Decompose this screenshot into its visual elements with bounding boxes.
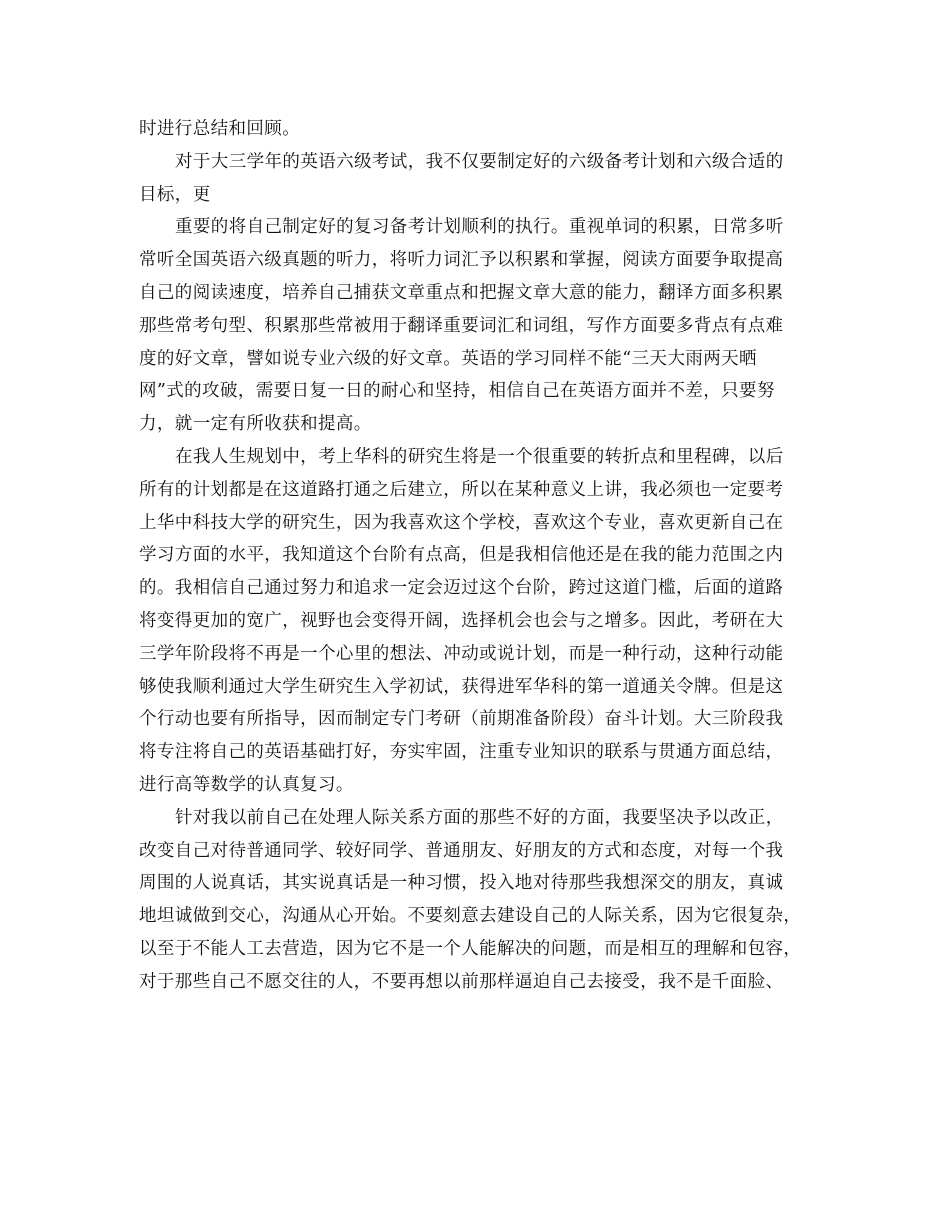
text-line: 进行高等数学的认真复习。 xyxy=(139,774,354,795)
text-line: 地坦诚做到交心，沟通从心开始。不要刻意去建设自己的人际关系，因为它很复杂， xyxy=(139,906,802,927)
text-line: 将变得更加的宽广，视野也会变得开阔，选择机会也会与之增多。因此，考研在大 xyxy=(139,610,784,631)
text-line: 力，就一定有所收获和提高。 xyxy=(139,414,372,435)
text-line: 周围的人说真话，其实说真话是一种习惯，投入地对待那些我想深交的朋友，真诚 xyxy=(139,873,784,894)
text-line: 上华中科技大学的研究生，因为我喜欢这个学校，喜欢这个专业，喜欢更新自己在 xyxy=(139,512,784,533)
text-line: 改变自己对待普通同学、较好同学、普通朋友、好朋友的方式和态度，对每一个我 xyxy=(139,840,784,861)
text-line: 对于那些自己不愿交往的人，不要再想以前那样逼迫自己去接受，我不是千面脸、 xyxy=(139,971,784,992)
text-line: 度的好文章，譬如说专业六级的好文章。英语的学习同样不能“三天大雨两天晒 xyxy=(139,348,757,369)
text-line: 网”式的攻破，需要日复一日的耐心和坚持，相信自己在英语方面并不差，只要努 xyxy=(139,381,775,402)
text-line: 重要的将自己制定好的复习备考计划顺利的执行。重视单词的积累，日常多听 xyxy=(175,217,784,238)
text-line: 在我人生规划中，考上华科的研究生将是一个很重要的转折点和里程碑，以后 xyxy=(175,446,784,467)
text-line: 个行动也要有所指导，因而制定专门考研（前期准备阶段）奋斗计划。大三阶段我 xyxy=(139,709,784,730)
text-line: 所有的计划都是在这道路打通之后建立，所以在某种意义上讲，我必须也一定要考 xyxy=(139,479,784,500)
text-line: 将专注将自己的英语基础打好，夯实牢固，注重专业知识的联系与贯通方面总结， xyxy=(139,742,784,763)
text-line: 对于大三学年的英语六级考试，我不仅要制定好的六级备考计划和六级合适的 xyxy=(175,151,784,172)
text-line: 学习方面的水平，我知道这个台阶有点高，但是我相信他还是在我的能力范围之内 xyxy=(139,545,784,566)
text-line: 的。我相信自己通过努力和追求一定会迈过这个台阶，跨过这道门槛，后面的道路 xyxy=(139,578,784,599)
text-line: 目标，更 xyxy=(139,184,211,205)
text-line: 自己的阅读速度，培养自己捕获文章重点和把握文章大意的能力，翻译方面多积累 xyxy=(139,282,784,303)
text-line: 时进行总结和回顾。 xyxy=(139,119,301,139)
text-line: 够使我顺利通过大学生研究生入学初试，获得进军华科的第一道通关令牌。但是这 xyxy=(139,676,784,697)
text-line: 常听全国英语六级真题的听力，将听力词汇予以积累和掌握，阅读方面要争取提高 xyxy=(139,250,784,271)
text-line: 那些常考句型、积累那些常被用于翻译重要词汇和词组，写作方面要多背点有点难 xyxy=(139,315,784,336)
document-body xyxy=(139,113,815,999)
text-line: 以至于不能人工去营造，因为它不是一个人能解决的问题，而是相互的理解和包容， xyxy=(139,938,802,959)
text-line: 三学年阶段将不再是一个心里的想法、冲动或说计划，而是一种行动，这种行动能 xyxy=(139,643,784,664)
text-line: 针对我以前自己在处理人际关系方面的那些不好的方面，我要坚决予以改正， xyxy=(175,807,784,828)
